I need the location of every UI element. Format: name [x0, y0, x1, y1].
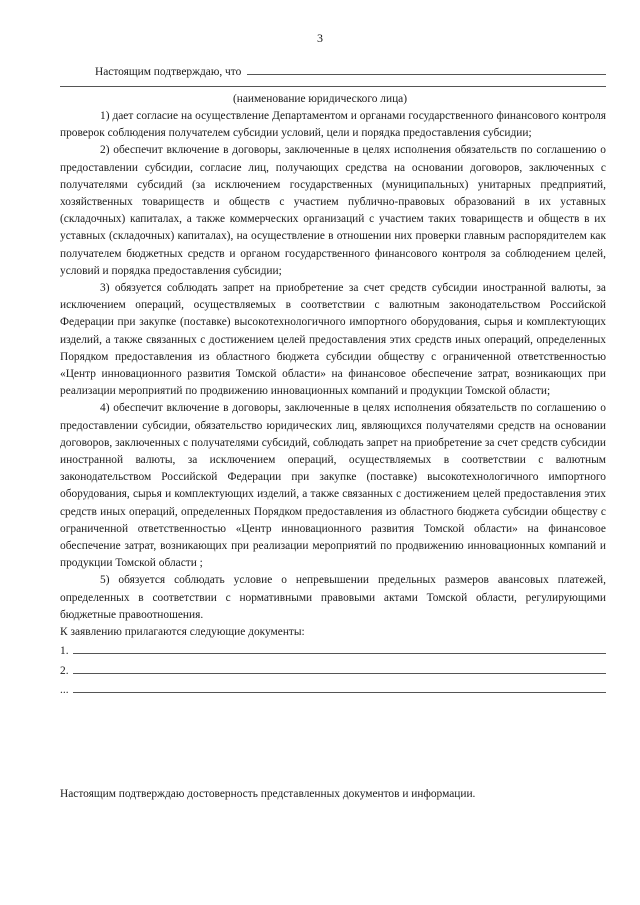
entity-name-caption: (наименование юридического лица): [232, 93, 408, 105]
paragraph-4: 4) обеспечит включение в договоры, заключенные в целях исполнения обязательств по соглашению о предоставлении субсидии, обязательство юридических лиц, являющихся получателями средств на основании договоров, заключенных с получателями субсидий, соблюдать запрет на приобретение за счет средств субсидии иностранной валюты, за исключением операций, осуществляемых в соответствии с валютным законодательством Российской Федерации при закупке (поставке) высокотехнологичного импортного оборудования, сырья и комплектующих изделий, а также связанных с достижением целей предоставления этих средств иных операций, определенных Порядком предоставления из областного бюджета субсидии обществу с ограниченной ответственностью «Центр инновационного развития Томской области» на финансовое обеспечение затрат, возникающих при реализации мероприятий по продвижению инновационных компаний и продукции Томской области ;: [60, 402, 606, 570]
confirm-line: [95, 62, 606, 81]
attachment-blank: [73, 641, 606, 654]
paragraph-3: 3) обязуется соблюдать запрет на приобретение за счет средств субсидии иностранной валюты, за исключением операций, осуществляемых в соответствии с валютным законодательством Российской Федерации при закупке (поставке) высокотехнологичного импортного оборудования, сырья и комплектующих изделий, а также связанных с достижением целей предоставления этих средств иных операций, определенных Порядком предоставления из областного бюджета субсидии обществу с ограниченной ответственностью «Центр инновационного развития Томской области» на финансовое обеспечение затрат, возникающих при реализации мероприятий по продвижению инновационных компаний и продукции Томской области;: [60, 282, 606, 398]
attachment-number: ...: [60, 683, 69, 696]
entity-name-blank-continued: [60, 86, 606, 87]
document-body: [60, 108, 606, 699]
attachment-blank: [73, 661, 606, 674]
final-statement: Настоящим подтверждаю достоверность представленных документов и информации.: [60, 788, 476, 800]
paragraph-2: 2) обеспечит включение в договоры, заключенные в целях исполнения обязательств по соглашению о предоставлении субсидии, согласие лиц, получающих средства на основании договоров, заключенных с получателями субсидий (за исключением государственных (муниципальных) унитарных предприятий, хозяйственных товариществ и обществ с участием публично-правовых образований в их уставных (складочных) капиталах, а также коммерческих организаций с участием таких товариществ и обществ в их уставных (складочных) капиталах), на осуществление в отношении них проверки главным распорядителем как получателем бюджетных средств и органом государственного финансового контроля за соблюдением целей, условий и порядка предоставления субсидии;: [60, 144, 606, 277]
paragraph-5: 5) обязуется соблюдать условие о непревышении предельных размеров авансовых платежей, определенных в соответствии с нормативными правовыми актами Томской области, регулирующими бюджетные правоотношения.: [60, 574, 606, 621]
attachment-line-2: [60, 661, 606, 680]
attachments-intro: К заявлению прилагаются следующие документы:: [60, 626, 305, 639]
attachment-number: 2.: [60, 664, 69, 677]
page-number: 3: [317, 31, 323, 45]
paragraph-1: 1) дает согласие на осуществление Департаментом и органами государственного финансового контроля проверок соблюдения получателем субсидии условий, цели и порядка предоставления субсидии;: [60, 110, 606, 140]
attachment-blank: [73, 680, 606, 693]
attachment-line-1: [60, 641, 606, 660]
entity-name-blank: [247, 62, 606, 75]
confirm-prefix: Настоящим подтверждаю, что: [95, 66, 242, 78]
attachment-line-3: [60, 680, 606, 699]
attachment-number: 1.: [60, 645, 69, 658]
